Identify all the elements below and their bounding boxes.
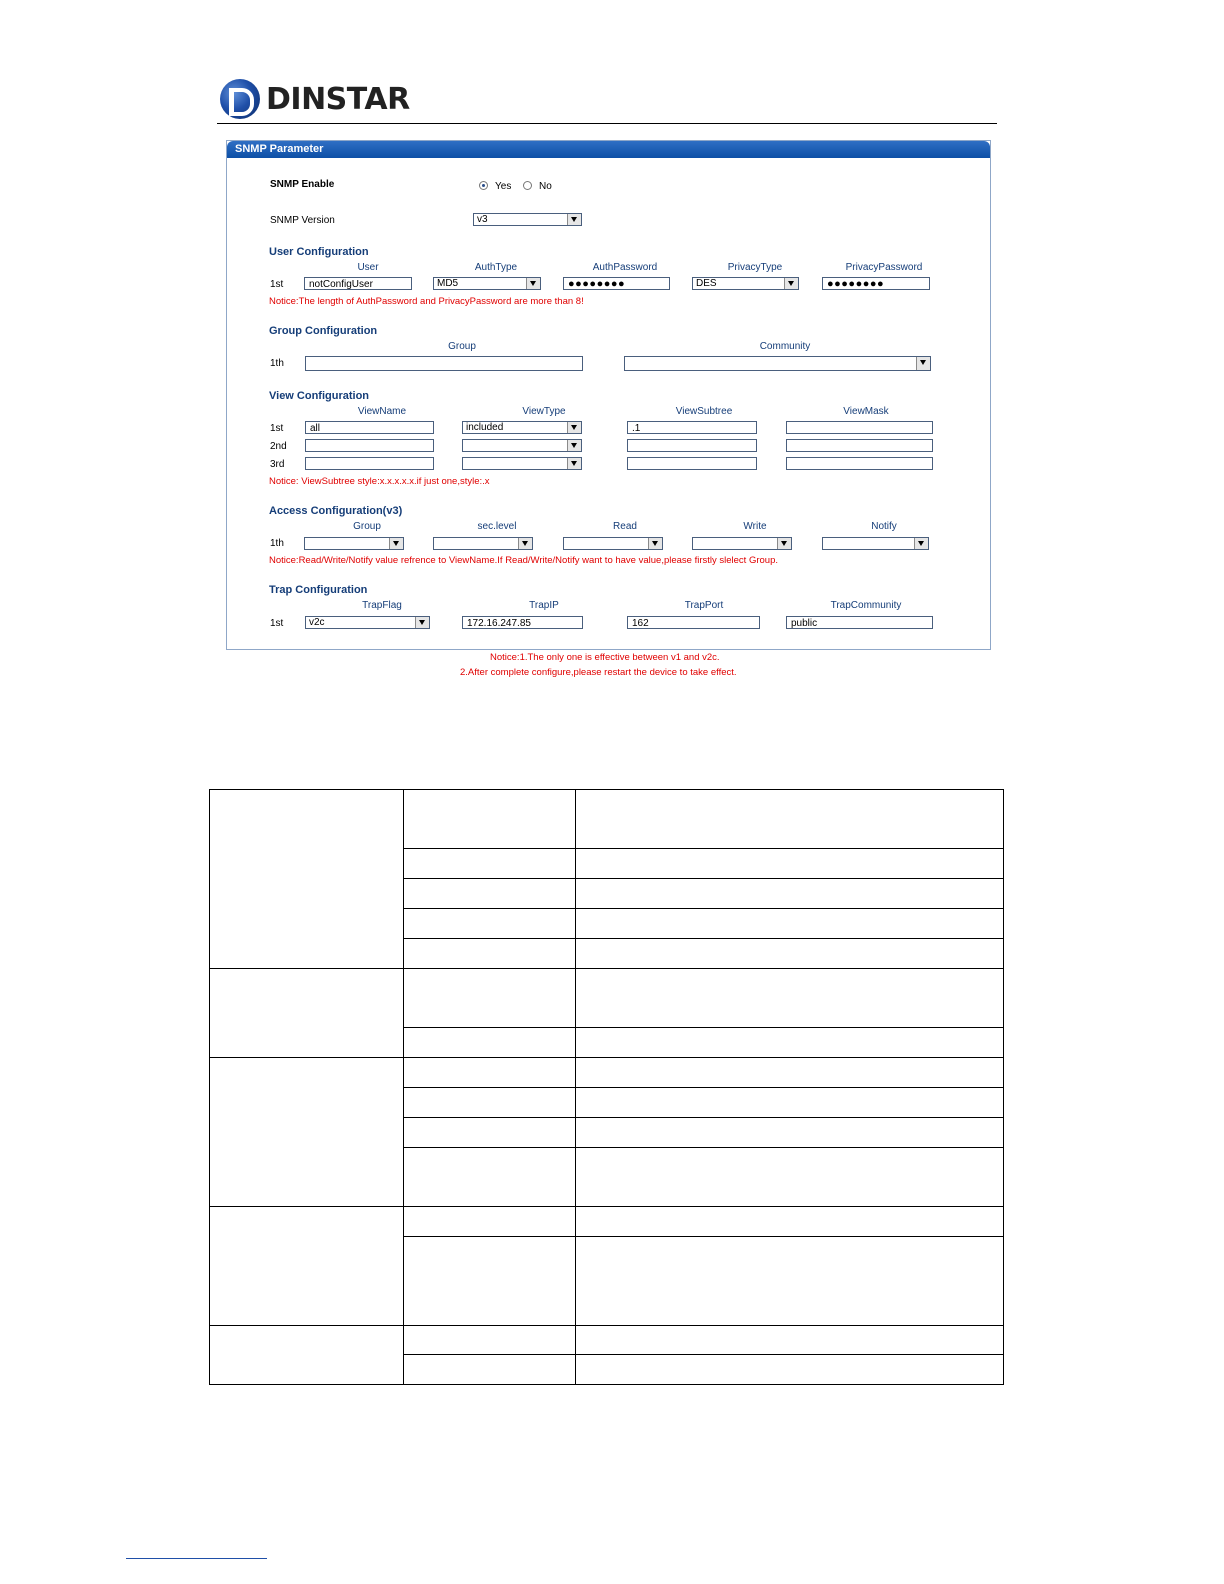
- viewmask-input[interactable]: [786, 439, 933, 452]
- table-row-divider: [403, 1027, 1004, 1028]
- snmp-enable-no-radio[interactable]: [523, 181, 532, 190]
- viewsubtree-input[interactable]: [627, 457, 757, 470]
- access-group-header: Group: [353, 521, 381, 532]
- viewmask-input[interactable]: [786, 421, 933, 434]
- chevron-down-icon: [567, 422, 581, 433]
- seclevel-select[interactable]: [433, 537, 533, 550]
- trapport-header: TrapPort: [684, 600, 724, 611]
- access-group-select[interactable]: [304, 537, 404, 550]
- logo-text: DINSTAR: [266, 81, 410, 117]
- trapcommunity-input[interactable]: public: [786, 616, 933, 629]
- view-config-notice: Notice: ViewSubtree style:x.x.x.x.x.if just one,style:.x: [269, 476, 490, 487]
- access-row-label: 1th: [270, 538, 284, 549]
- table-row-divider: [209, 968, 1004, 969]
- header-divider: [217, 123, 997, 124]
- view-row-label: 2nd: [270, 441, 287, 452]
- viewtype-select[interactable]: [462, 457, 582, 470]
- table-row-divider: [403, 848, 1004, 849]
- table-row-divider: [403, 1354, 1004, 1355]
- user-row-label: 1st: [270, 279, 284, 290]
- chevron-down-icon: [777, 538, 791, 549]
- chevron-down-icon: [518, 538, 532, 549]
- user-config-title: User Configuration: [269, 246, 369, 258]
- view-row-label: 1st: [270, 423, 284, 434]
- table-row-divider: [209, 1057, 1004, 1058]
- table-row-divider: [403, 1117, 1004, 1118]
- access-config-notice: Notice:Read/Write/Notify value refrence to ViewName.If Read/Write/Notify want to have value,please firstly slelect Group.: [269, 555, 779, 566]
- viewsubtree-input[interactable]: [627, 439, 757, 452]
- notify-header: Notify: [871, 521, 897, 532]
- privacytype-select[interactable]: [692, 277, 799, 290]
- chevron-down-icon: [784, 278, 798, 289]
- notify-select[interactable]: [822, 537, 929, 550]
- authpassword-input[interactable]: ●●●●●●●●: [563, 277, 670, 290]
- dinstar-logo: [220, 78, 410, 120]
- viewname-input[interactable]: [305, 439, 434, 452]
- snmp-version-select[interactable]: [473, 213, 582, 226]
- group-row-label: 1th: [270, 358, 284, 369]
- chevron-down-icon: [415, 617, 429, 628]
- chevron-down-icon: [916, 357, 930, 370]
- viewname-input[interactable]: [305, 457, 434, 470]
- privacytype-value: DES: [696, 278, 717, 289]
- viewmask-header: ViewMask: [843, 406, 889, 417]
- privacytype-header: PrivacyType: [727, 262, 783, 273]
- viewmask-input[interactable]: [786, 457, 933, 470]
- table-row-divider: [403, 1087, 1004, 1088]
- group-header: Group: [448, 341, 476, 352]
- write-header: Write: [743, 521, 767, 532]
- view-config-title: View Configuration: [269, 390, 370, 402]
- trap-row-label: 1st: [270, 618, 284, 629]
- authtype-select[interactable]: [433, 277, 541, 290]
- chevron-down-icon: [914, 538, 928, 549]
- viewtype-value: included: [466, 422, 504, 433]
- table-row-divider: [403, 1236, 1004, 1237]
- footer-notice-line1: Notice:1.The only one is effective between v1 and v2c.: [490, 652, 720, 663]
- trapflag-select[interactable]: [305, 616, 430, 629]
- read-header: Read: [613, 521, 637, 532]
- viewtype-header: ViewType: [522, 406, 566, 417]
- snmp-enable-no-label: No: [539, 181, 552, 192]
- access-config-title: Access Configuration(v3): [269, 505, 403, 517]
- table-row-divider: [403, 878, 1004, 879]
- user-config-notice: Notice:The length of AuthPassword and PrivacyPassword are more than 8!: [269, 296, 584, 307]
- write-select[interactable]: [692, 537, 792, 550]
- trapport-input[interactable]: 162: [627, 616, 760, 629]
- viewsubtree-header: ViewSubtree: [675, 406, 733, 417]
- trapflag-value: v2c: [309, 617, 325, 628]
- panel-title: SNMP Parameter: [227, 141, 990, 158]
- authtype-value: MD5: [437, 278, 459, 289]
- table-row-divider: [403, 938, 1004, 939]
- chevron-down-icon: [567, 458, 581, 469]
- snmp-version-label: SNMP Version: [270, 215, 335, 226]
- community-header: Community: [759, 341, 811, 352]
- table-border-top: [209, 789, 1004, 790]
- viewtype-select[interactable]: [462, 421, 582, 434]
- view-row-label: 3rd: [270, 459, 285, 470]
- viewname-header: ViewName: [357, 406, 407, 417]
- group-input[interactable]: [305, 356, 583, 371]
- table-row-divider: [209, 1325, 1004, 1326]
- authtype-header: AuthType: [474, 262, 518, 273]
- chevron-down-icon: [567, 440, 581, 451]
- snmp-version-value: v3: [477, 214, 488, 225]
- table-border-bottom: [209, 1384, 1004, 1385]
- read-select[interactable]: [563, 537, 663, 550]
- privacypassword-header: PrivacyPassword: [845, 262, 923, 273]
- snmp-enable-yes-label: Yes: [495, 181, 512, 192]
- community-select[interactable]: [624, 356, 931, 371]
- trapip-header: TrapIP: [529, 600, 559, 611]
- group-config-title: Group Configuration: [269, 325, 378, 337]
- chevron-down-icon: [389, 538, 403, 549]
- table-row-divider: [209, 1206, 1004, 1207]
- viewsubtree-input[interactable]: .1: [627, 421, 757, 434]
- chevron-down-icon: [526, 278, 540, 289]
- snmp-enable-label: SNMP Enable: [270, 179, 335, 190]
- trap-config-title: Trap Configuration: [269, 584, 368, 596]
- viewname-input[interactable]: all: [305, 421, 434, 434]
- chevron-down-icon: [567, 214, 581, 225]
- trapcommunity-header: TrapCommunity: [830, 600, 902, 611]
- dinstar-logo-icon: [220, 79, 260, 119]
- footer-notice-line2: 2.After complete configure,please restart the device to take effect.: [460, 667, 737, 678]
- table-row-divider: [403, 1147, 1004, 1148]
- user-header: User: [357, 262, 379, 273]
- authpassword-header: AuthPassword: [592, 262, 658, 273]
- trapflag-header: TrapFlag: [362, 600, 402, 611]
- chevron-down-icon: [648, 538, 662, 549]
- privacypassword-input[interactable]: ●●●●●●●●: [822, 277, 930, 290]
- seclevel-header: sec.level: [477, 521, 517, 532]
- snmp-enable-yes-radio[interactable]: [479, 181, 488, 190]
- footer-link-underline: [126, 1558, 267, 1559]
- parameter-table: [209, 789, 1004, 1385]
- user-input[interactable]: notConfigUser: [304, 277, 412, 290]
- table-row-divider: [403, 908, 1004, 909]
- viewtype-select[interactable]: [462, 439, 582, 452]
- table-border-left: [209, 789, 210, 1385]
- trapip-input[interactable]: 172.16.247.85: [462, 616, 583, 629]
